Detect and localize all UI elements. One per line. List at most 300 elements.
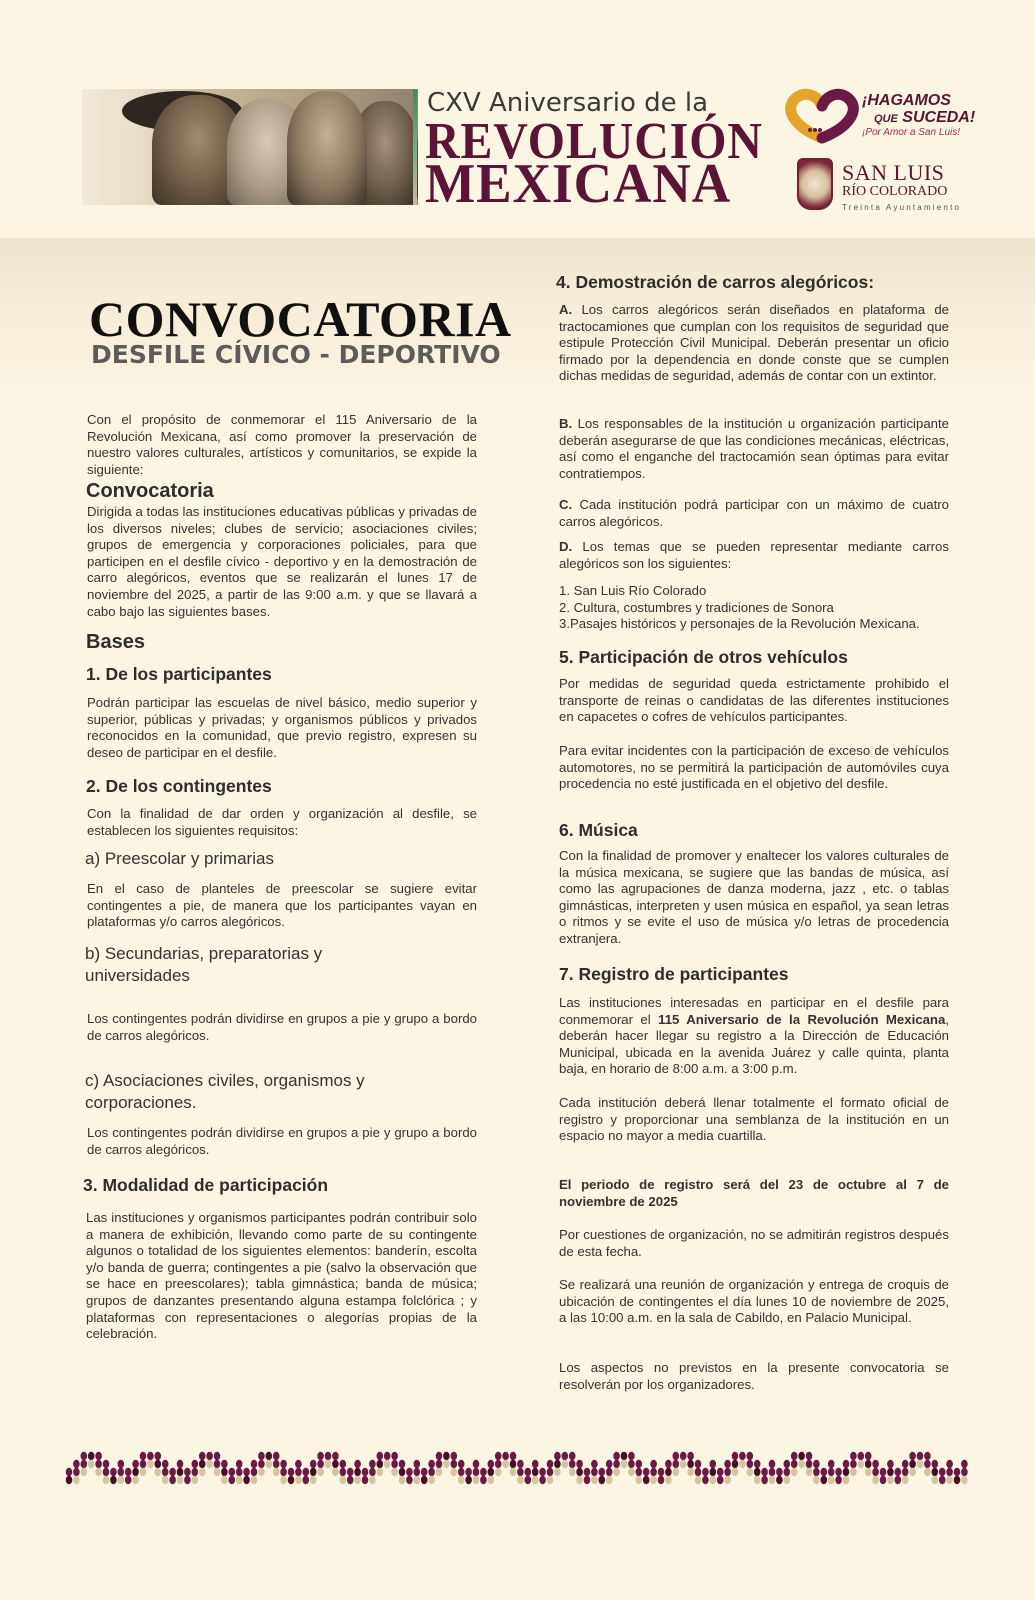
pattern-bead (458, 1468, 465, 1476)
pattern-bead (451, 1460, 458, 1468)
pattern-bead (932, 1468, 939, 1476)
slogan-line3: ¡Por Amor a San Luis! (862, 127, 961, 138)
pattern-bead (813, 1476, 820, 1484)
pattern-bead (554, 1468, 561, 1476)
bases-heading: Bases (86, 631, 145, 653)
pattern-bead (155, 1452, 162, 1460)
pattern-bead (754, 1476, 761, 1484)
pattern-bead (406, 1476, 413, 1484)
pattern-bead (850, 1460, 857, 1468)
pattern-bead (399, 1460, 406, 1468)
pattern-bead (606, 1468, 613, 1476)
pattern-bead (917, 1452, 924, 1460)
slogan-line2 (862, 110, 975, 126)
pattern-bead (140, 1468, 147, 1476)
section-3-heading: 3. Modalidad de participación (83, 1175, 329, 1195)
pattern-bead (221, 1468, 228, 1476)
subsection-c-heading-line1: c) Asociaciones civiles, organismos y (85, 1071, 365, 1090)
pattern-bead (428, 1460, 435, 1468)
pattern-bead (724, 1460, 731, 1468)
pattern-bead (539, 1476, 546, 1484)
revolutionary-portraits-image (82, 89, 418, 205)
pattern-bead (769, 1468, 776, 1476)
pattern-bead (95, 1460, 102, 1468)
pattern-bead (628, 1468, 635, 1476)
pattern-bead (258, 1468, 265, 1476)
pattern-bead (155, 1460, 162, 1468)
pattern-bead (118, 1460, 125, 1468)
pattern-bead (872, 1460, 879, 1468)
convocatoria-heading: Convocatoria (86, 480, 214, 502)
item-a-text: Los carros alegóricos serán diseñados en plataforma de tractocamiones que cumplan con los requisitos de seguridad que estipule Protección Civil Municipal. Deberán presentar un oficio firmado por la dependencia en donde conste que se cumplen dichas medidas de seguridad, además de contar con un extintor. (559, 302, 949, 384)
pattern-bead (939, 1476, 946, 1484)
pattern-bead (110, 1476, 117, 1484)
pattern-bead (347, 1476, 354, 1484)
pattern-bead (280, 1460, 287, 1468)
pattern-bead (502, 1452, 509, 1460)
item-a-label: A. (559, 302, 573, 317)
pattern-bead (473, 1476, 480, 1484)
pattern-bead (843, 1468, 850, 1476)
pattern-bead (695, 1476, 702, 1484)
pattern-bead (273, 1452, 280, 1460)
pattern-bead (747, 1468, 754, 1476)
pattern-bead (325, 1452, 332, 1460)
text1-bold: 115 Aniversario de la Revolución Mexicana (658, 1011, 946, 1027)
pattern-bead (391, 1460, 398, 1468)
pattern-bead (591, 1460, 598, 1468)
pattern-bead (636, 1476, 643, 1484)
intro-paragraph: Con el propósito de conmemorar el 115 Aniversario de la Revolución Mexicana, así como promover la preservación de nuestro valores culturales, artísticos y comunitarios, se expide la siguiente: (87, 412, 477, 477)
pattern-bead (710, 1460, 717, 1468)
pattern-bead (332, 1468, 339, 1476)
pattern-bead (325, 1460, 332, 1468)
pattern-bead (236, 1460, 243, 1468)
pattern-bead (258, 1460, 265, 1468)
pattern-bead (132, 1476, 139, 1484)
city-crest-icon (797, 158, 833, 210)
section-1-heading: 1. De los participantes (86, 664, 272, 684)
pattern-bead (332, 1460, 339, 1468)
pattern-bead (798, 1460, 805, 1468)
pattern-bead (813, 1460, 820, 1468)
pattern-bead (251, 1460, 258, 1468)
city-subtitle: Treinta Ayuntamiento (842, 203, 962, 212)
pattern-bead (103, 1468, 110, 1476)
pattern-bead (488, 1476, 495, 1484)
pattern-bead (169, 1476, 176, 1484)
pattern-bead (702, 1468, 709, 1476)
pattern-bead (576, 1468, 583, 1476)
pattern-bead (421, 1476, 428, 1484)
subsection-b-text: Los contingentes podrán dividirse en grupos a pie y grupo a bordo de carros alegóricos. (87, 1011, 477, 1043)
pattern-bead (850, 1452, 857, 1460)
subsection-c-heading-line2: corporaciones. (85, 1093, 197, 1112)
pattern-bead (243, 1476, 250, 1484)
pattern-bead (88, 1460, 95, 1468)
pattern-bead (525, 1476, 532, 1484)
pattern-bead (480, 1468, 487, 1476)
pattern-bead (791, 1460, 798, 1468)
pattern-bead (310, 1460, 317, 1468)
pattern-bead (835, 1476, 842, 1484)
pattern-bead (576, 1476, 583, 1484)
pattern-bead (377, 1460, 384, 1468)
pattern-bead (243, 1468, 250, 1476)
pattern-bead (354, 1476, 361, 1484)
pattern-bead (695, 1468, 702, 1476)
section-3-text: Las instituciones y organismos participantes podrán contribuir solo a manera de exhibición, llevando como parte de su contingente algunos o totalidad de los siguientes elementos: banderín, escolta y/o banda de guerra; contingentes a pie (salvo la observación que se hace en preescolares); tabla gimnástica; banda de música; grupos de danzantes presentando alguna estampa folclórica ; y plataformas con representaciones o alegorías propias de la celebración. (86, 1210, 477, 1342)
pattern-bead (606, 1460, 613, 1468)
pattern-bead (821, 1476, 828, 1484)
pattern-bead (665, 1468, 672, 1476)
section-2-text: Con la finalidad de dar orden y organización al desfile, se establecen los siguientes requisitos: (87, 806, 477, 838)
pattern-bead (562, 1460, 569, 1468)
pattern-bead (103, 1460, 110, 1468)
pattern-bead (251, 1476, 258, 1484)
pattern-bead (465, 1468, 472, 1476)
pattern-bead (436, 1460, 443, 1468)
pattern-bead (569, 1460, 576, 1468)
pattern-bead (414, 1468, 421, 1476)
pattern-bead (665, 1460, 672, 1468)
pattern-bead (954, 1468, 961, 1476)
section-4-item-b (559, 416, 949, 482)
pattern-bead (295, 1476, 302, 1484)
pattern-bead (473, 1460, 480, 1468)
item-c-text: Cada institución podrá participar con un máximo de cuatro carros alegóricos. (559, 497, 949, 529)
pattern-bead (732, 1452, 739, 1460)
pattern-bead (236, 1468, 243, 1476)
item-c-label: C. (559, 497, 573, 512)
pattern-bead (317, 1468, 324, 1476)
pattern-bead (303, 1468, 310, 1476)
pattern-bead (251, 1468, 258, 1476)
city-name-line1: SAN LUIS (842, 160, 945, 185)
pattern-bead (576, 1460, 583, 1468)
slogan (862, 93, 975, 138)
pattern-bead (66, 1468, 73, 1476)
pattern-bead (95, 1452, 102, 1460)
title-revolucion: REVOLUCIÓN (425, 113, 763, 170)
pattern-bead (865, 1468, 872, 1476)
pattern-bead (428, 1468, 435, 1476)
pattern-bead (399, 1476, 406, 1484)
pattern-bead (155, 1468, 162, 1476)
pattern-bead (465, 1476, 472, 1484)
pattern-bead (946, 1468, 953, 1476)
pattern-bead (828, 1460, 835, 1468)
pattern-bead (532, 1460, 539, 1468)
pattern-bead (680, 1452, 687, 1460)
pattern-bead (451, 1452, 458, 1460)
pattern-bead (695, 1460, 702, 1468)
pattern-bead (162, 1460, 169, 1468)
section-1-text: Podrán participar las escuelas de nivel básico, medio superior y superior, públicas y privadas; y organismos públicos y privados reconocidos en la comunidad, que previo registro, expresen su deseo de participar en el desfile. (87, 695, 477, 760)
pattern-bead (384, 1460, 391, 1468)
pattern-bead (813, 1468, 820, 1476)
section-5-text1: Por medidas de seguridad queda estrictamente prohibido el transporte de reinas o candidatas de las diferentes instituciones en capacetes o cofres de vehículos participantes. (559, 676, 949, 725)
pattern-bead (510, 1460, 517, 1468)
hagamos-heart-logo-icon (782, 88, 862, 146)
pattern-bead (340, 1468, 347, 1476)
section-6-heading: 6. Música (559, 820, 638, 840)
pattern-bead (643, 1468, 650, 1476)
themes-list (559, 583, 949, 633)
pattern-bead (946, 1476, 953, 1484)
pattern-bead (880, 1476, 887, 1484)
pattern-bead (917, 1460, 924, 1468)
pattern-bead (761, 1476, 768, 1484)
pattern-bead (613, 1468, 620, 1476)
pattern-bead (147, 1452, 154, 1460)
section-7-text4: Se realizará una reunión de organización y entrega de croquis de ubicación de contingentes el día lunes 10 de noviembre de 2025, a las 10:00 a.m. en la sala de Cabildo, en Palacio Municipal. (559, 1277, 949, 1326)
pattern-bead (295, 1460, 302, 1468)
pattern-bead (391, 1452, 398, 1460)
pattern-bead (192, 1476, 199, 1484)
pattern-bead (458, 1460, 465, 1468)
pattern-bead (140, 1452, 147, 1460)
pattern-bead (73, 1476, 80, 1484)
section-5-heading: 5. Participación de otros vehículos (559, 647, 848, 667)
pattern-bead (362, 1476, 369, 1484)
pattern-bead (606, 1476, 613, 1484)
pattern-bead (273, 1460, 280, 1468)
pattern-bead (924, 1460, 931, 1468)
pattern-bead (569, 1468, 576, 1476)
pattern-bead (377, 1468, 384, 1476)
section-7-heading: 7. Registro de participantes (559, 964, 789, 984)
pattern-bead (658, 1468, 665, 1476)
slogan-que: QUE (874, 113, 898, 125)
pattern-bead (865, 1452, 872, 1460)
pattern-bead (206, 1452, 213, 1460)
pattern-bead (872, 1476, 879, 1484)
pattern-bead (362, 1468, 369, 1476)
pattern-bead (377, 1452, 384, 1460)
pattern-bead (761, 1468, 768, 1476)
pattern-bead (81, 1468, 88, 1476)
pattern-bead (495, 1460, 502, 1468)
pattern-bead (258, 1452, 265, 1460)
pattern-bead (961, 1468, 968, 1476)
pattern-bead (221, 1460, 228, 1468)
subsection-c-heading (85, 1070, 365, 1114)
pattern-bead (169, 1468, 176, 1476)
pattern-bead (754, 1460, 761, 1468)
pattern-bead (177, 1476, 184, 1484)
pattern-bead (132, 1460, 139, 1468)
pattern-bead (517, 1468, 524, 1476)
title-mexicana: MEXICANA (425, 153, 732, 215)
pattern-bead (510, 1452, 517, 1460)
pattern-bead (162, 1476, 169, 1484)
pattern-bead (621, 1460, 628, 1468)
pattern-bead (229, 1476, 236, 1484)
pattern-bead (806, 1468, 813, 1476)
pattern-bead (895, 1476, 902, 1484)
pattern-bead (769, 1476, 776, 1484)
text1-pre: Las instituciones interesadas en participar en el desfile para conmemorar el (559, 995, 949, 1027)
pattern-bead (843, 1460, 850, 1468)
section-4-heading: 4. Demostración de carros alegóricos: (556, 272, 875, 292)
section-7-text1 (559, 995, 949, 1078)
section-4-item-c (559, 497, 949, 530)
pattern-bead (732, 1468, 739, 1476)
pattern-bead (125, 1476, 132, 1484)
pattern-bead (932, 1476, 939, 1484)
pattern-bead (909, 1468, 916, 1476)
pattern-bead (510, 1468, 517, 1476)
section-5-text2: Para evitar incidentes con la participación de exceso de vehículos automotores, no se permitirá la participación de automóviles cuya procedencia no esté justificada en el objetivo del desfile. (559, 743, 949, 792)
pattern-bead (303, 1476, 310, 1484)
subsection-b-heading-line2: universidades (85, 966, 190, 985)
pattern-bead (628, 1460, 635, 1468)
pattern-bead (739, 1460, 746, 1468)
pattern-bead (428, 1476, 435, 1484)
section-4-item-d (559, 539, 949, 572)
pattern-bead (414, 1460, 421, 1468)
pattern-bead (636, 1460, 643, 1468)
pattern-bead (288, 1468, 295, 1476)
pattern-bead (946, 1460, 953, 1468)
pattern-bead (710, 1476, 717, 1484)
pattern-bead (317, 1460, 324, 1468)
pattern-bead (517, 1460, 524, 1468)
pattern-bead (858, 1460, 865, 1468)
pattern-bead (495, 1468, 502, 1476)
pattern-bead (902, 1468, 909, 1476)
pattern-bead (132, 1468, 139, 1476)
pattern-bead (458, 1476, 465, 1484)
pattern-bead (547, 1460, 554, 1468)
pattern-bead (421, 1468, 428, 1476)
pattern-bead (443, 1460, 450, 1468)
pattern-bead (332, 1452, 339, 1460)
pattern-bead (599, 1476, 606, 1484)
pattern-bead (495, 1452, 502, 1460)
decorative-border-pattern (65, 1448, 970, 1488)
pattern-bead (687, 1452, 694, 1460)
pattern-bead (650, 1476, 657, 1484)
pattern-bead (858, 1452, 865, 1460)
pattern-bead (821, 1468, 828, 1476)
pattern-bead (103, 1476, 110, 1484)
pattern-bead (280, 1476, 287, 1484)
pattern-bead (140, 1460, 147, 1468)
pattern-bead (806, 1460, 813, 1468)
pattern-bead (473, 1468, 480, 1476)
section-2-heading: 2. De los contingentes (86, 776, 272, 796)
pattern-bead (502, 1460, 509, 1468)
pattern-bead (658, 1476, 665, 1484)
pattern-bead (221, 1476, 228, 1484)
pattern-bead (88, 1452, 95, 1460)
pattern-bead (791, 1452, 798, 1460)
pattern-bead (214, 1468, 221, 1476)
pattern-bead (562, 1452, 569, 1460)
pattern-bead (488, 1468, 495, 1476)
theme-item: 1. San Luis Río Colorado (559, 583, 707, 598)
pattern-bead (754, 1468, 761, 1476)
pattern-bead (673, 1452, 680, 1460)
pattern-bead (665, 1476, 672, 1484)
pattern-bead (443, 1452, 450, 1460)
pattern-bead (436, 1468, 443, 1476)
pattern-bead (414, 1476, 421, 1484)
pattern-bead (569, 1452, 576, 1460)
pattern-bead (747, 1460, 754, 1468)
pattern-bead (310, 1476, 317, 1484)
pattern-bead (621, 1452, 628, 1460)
pattern-bead (81, 1460, 88, 1468)
pattern-bead (369, 1468, 376, 1476)
pattern-bead (554, 1460, 561, 1468)
pattern-bead (628, 1452, 635, 1460)
pattern-bead (532, 1476, 539, 1484)
pattern-bead (717, 1476, 724, 1484)
page-subtitle: DESFILE CÍVICO - DEPORTIVO (91, 340, 501, 369)
pattern-bead (295, 1468, 302, 1476)
pattern-bead (266, 1460, 273, 1468)
pattern-bead (732, 1460, 739, 1468)
pattern-bead (776, 1468, 783, 1476)
pattern-bead (199, 1452, 206, 1460)
pattern-bead (539, 1468, 546, 1476)
convocatoria-text: Dirigida a todas las instituciones educativas públicas y privadas de los diversos niveles; clubes de servicio; asociaciones civiles; grupos de emergencia y corporaciones policiales, para que participen en el desfile cívico - deportivo y en la demostración de carro alegóricos, eventos que se realizarán el lunes 17 de noviembre del 2025, a partir de las 9:00 a.m. y que se llavará a cabo bajo las siguientes bases. (87, 504, 477, 619)
pattern-bead (769, 1460, 776, 1468)
subsection-b-heading-line1: b) Secundarias, preparatorias y (85, 944, 323, 963)
pattern-bead (525, 1468, 532, 1476)
pattern-bead (317, 1452, 324, 1460)
pattern-bead (643, 1476, 650, 1484)
pattern-bead (340, 1476, 347, 1484)
subsection-a-text: En el caso de planteles de preescolar se sugiere evitar contingentes a pie, de manera que los participantes vayan en plataformas y/o carros alegóricos. (87, 881, 477, 930)
pattern-bead (650, 1460, 657, 1468)
pattern-bead (599, 1468, 606, 1476)
pattern-bead (266, 1452, 273, 1460)
pattern-bead (724, 1476, 731, 1484)
slogan-suceda: SUCEDA! (902, 109, 976, 126)
pattern-bead (340, 1460, 347, 1468)
pattern-bead (584, 1468, 591, 1476)
pattern-bead (347, 1468, 354, 1476)
city-name-block (842, 162, 961, 212)
pattern-bead (354, 1460, 361, 1468)
pattern-bead (162, 1468, 169, 1476)
pattern-bead (584, 1476, 591, 1484)
theme-item: 2. Cultura, costumbres y tradiciones de Sonora (559, 599, 834, 615)
pattern-bead (961, 1460, 968, 1468)
section-7-text5: Los aspectos no previstos en la presente convocatoria se resolverán por los organizadores. (559, 1360, 949, 1392)
pattern-bead (880, 1468, 887, 1476)
subsection-c-text: Los contingentes podrán dividirse en grupos a pie y grupo a bordo de carros alegóricos. (87, 1125, 477, 1157)
pattern-bead (184, 1476, 191, 1484)
pattern-bead (125, 1468, 132, 1476)
pattern-bead (828, 1468, 835, 1476)
pattern-bead (192, 1460, 199, 1468)
pattern-bead (73, 1460, 80, 1468)
pattern-bead (895, 1468, 902, 1476)
item-d-label: D. (559, 539, 573, 554)
pattern-bead (480, 1476, 487, 1484)
pattern-bead (229, 1468, 236, 1476)
pattern-bead (369, 1460, 376, 1468)
section-7-text2: Cada institución deberá llenar totalmente el formato oficial de registro y proporcionar una semblanza de la institución en un espacio no mayor a media cuartilla. (559, 1095, 949, 1144)
pattern-bead (902, 1460, 909, 1468)
pattern-bead (532, 1468, 539, 1476)
pattern-bead (872, 1468, 879, 1476)
